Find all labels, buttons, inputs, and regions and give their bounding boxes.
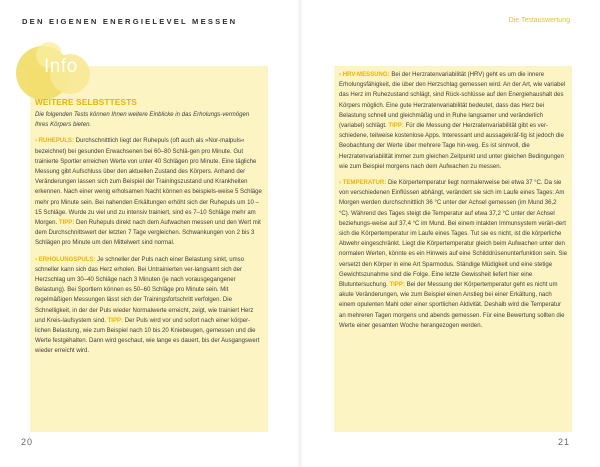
tip-label: TIPP: xyxy=(107,317,124,324)
page-number-right: 21 xyxy=(557,437,570,447)
left-column xyxy=(35,97,264,363)
tip-text: Der Puls wird vor und sofort nach einer körper-lichen Belastung, wie zum Beispiel nach 10 bis 20 Kniebeugen, gemessen und die Werte festgehalten. Dann wird geschaut, wie lange es dauert, bis der Ausgangswert wieder erreicht wird. xyxy=(35,317,260,355)
page-number-left: 20 xyxy=(21,437,34,447)
section-label: › TEMPERATUR: xyxy=(339,180,387,187)
page-gutter xyxy=(297,0,303,467)
section-label: › ERHOLUNGSPULS: xyxy=(35,256,96,263)
tip-text: Den Ruhepuls direkt nach dem Aufwachen messen und den Wert mit dem Durchschnittswert der letzten 7 Tage vergleichen. Schwankungen von 2 bis 3 Schlägen pro Minute um den Mittelwert sind normal. xyxy=(35,220,261,247)
section-text: Bei der Herzratenvariabilität (HRV) geht es um die innere Erholungsfähigkeit, die über den Herzschlag gemessen wird. An der Art, wie variabel das Herz im Ruhezustand schlägt, sind Rück-schlüsse auf den Energiehaushalt des Körpers möglich. Eine gute Herzratenvariabilität bedeutet, dass das Herz bei Belastung schnell und gleichmäßig und in Ruhe langsamer und veränderlich (variabel) schlägt. xyxy=(339,72,566,130)
tip-text: Bei der Messung der Körpertemperatur geht es nicht um akute Veränderungen, wie zum Beispiel einen Anstieg bei einer Erkältung, nach einem opulenten Mahl oder einer sportlichen Aktivität. Deshalb wird die Temperatur an mehreren Tagen morgens und abends gemessen. Für eine Bewertung sollten die Werte einer gesamten Woche herangezogen werden. xyxy=(339,282,565,329)
right-column xyxy=(339,70,568,337)
tip-label: TIPP: xyxy=(389,282,405,289)
section-text: Durchschnittlich liegt der Ruhepuls (oft auch als »Nor-malpuls« bezeichnet) bei gesunden Erwachsenen bei 60–80 Schlä-gen pro Minute. Gut trainierte Sportler erreichen Werte von unter 40 Schlägen pro Minute. Eine tägliche Messung gibt Aufschluss über den aktuellen Zustand des Körpers. Anhand der Veränderungen lassen sich zum Beispiel der Trainingszustand und Krankheiten erkennen. Nach einer wenig erholsamen Nacht können es beispiels-weise 5 Schläge mehr pro Minute sein. Bei nahenden Erkältungen erhöht sich der Ruhepuls um 10 –15 Schläge. Wurde zu viel und zu intensiv trainiert, sind es 7–10 Schläge mehr am Morgen. xyxy=(35,138,262,227)
info-badge: Info xyxy=(44,56,78,77)
box-lead: Die folgenden Tests können Ihnen weitere Einblicke in das Erholungs-vermögen Ihres Körpers bieten. xyxy=(35,112,250,129)
tip-label: TIPP: xyxy=(58,220,75,227)
section-ruhepuls xyxy=(35,136,264,248)
section-hrv xyxy=(339,70,568,172)
section-temperatur xyxy=(339,178,568,331)
section-erholungspuls xyxy=(35,255,264,357)
section-text: Je schneller der Puls nach einer Belastung sinkt, umso schneller kann sich das Herz erholen. Bei Untrainierten ver-langsamt sich der Herzschlag um 30–40 Schläge nach 3 Minuten (je nach vorausgegangener Belastung). Bei Sportlern können es 50–60 Schläge pro Minute sein. Mit regelmäßigen Messungen lässt sich der Trainingsfortschritt verfolgen. Die Schnelligkeit, in der der Puls wieder Normalwerte erreicht, zeigt, wie trainiert Herz und Kreis-laufsystem sind. xyxy=(35,256,254,324)
box-title: WEITERE SELBSTTESTS xyxy=(35,98,138,107)
tip-label: TIPP: xyxy=(388,123,404,130)
section-label: › RUHEPULS: xyxy=(35,138,74,145)
section-label: › HRV-MESSUNG: xyxy=(339,72,390,78)
section-tag: Die Testauswertung xyxy=(508,17,570,24)
section-text: Die Körpertemperatur liegt normalerweise bei etwa 37 °C. Da sie von verschiedenen Einflüssen abhängt, verändert sie sich im Laufe eines Tages: Am Morgen werden durchschnittlich 36 °C unter der Achsel gemessen (im Mund 36,2 °C). Während des Tages steigt die Temperatur auf etwa 37,2 °C unter der Achsel beziehungs-weise auf 37,4 °C im Mund. Bei einem intakten Immunsystem verän-dert sich die Körpertemperatur im Laufe eines Tages. Tut sie es nicht, ist die körperliche Abwehr eingeschränkt. Liegt die Körpertemperatur gleich beim Aufwachen unter den normalen Werten, könnte es ein Hinweis auf eine Schilddrüsenunterfunktion sein. Sie versetzt den Körper in eine Art Sparmodus. Ständige Müdigkeit und eine stetige Gewichtszunahme sind die Folge. Eine letzte Gewissheit liefert hier eine Blutuntersuchung. xyxy=(339,180,568,289)
tip-text: Für die Messung der Herzratenvariabilität gibt es ver-schiedene, teilweise kostenlose Apps. Interessant und aussagekräf-tig ist jedoch die Beobachtung der Werte über mehrere Tage hin-weg. Es ist sinnvoll, die Herzratenvariabilität immer zum gleichen Zeitpunkt und unter gleichen Bedingungen wie zum Beispiel morgens nach dem Aufwachen zu messen. xyxy=(339,123,564,170)
running-head: DEN EIGENEN ENERGIELEVEL MESSEN xyxy=(22,17,238,26)
